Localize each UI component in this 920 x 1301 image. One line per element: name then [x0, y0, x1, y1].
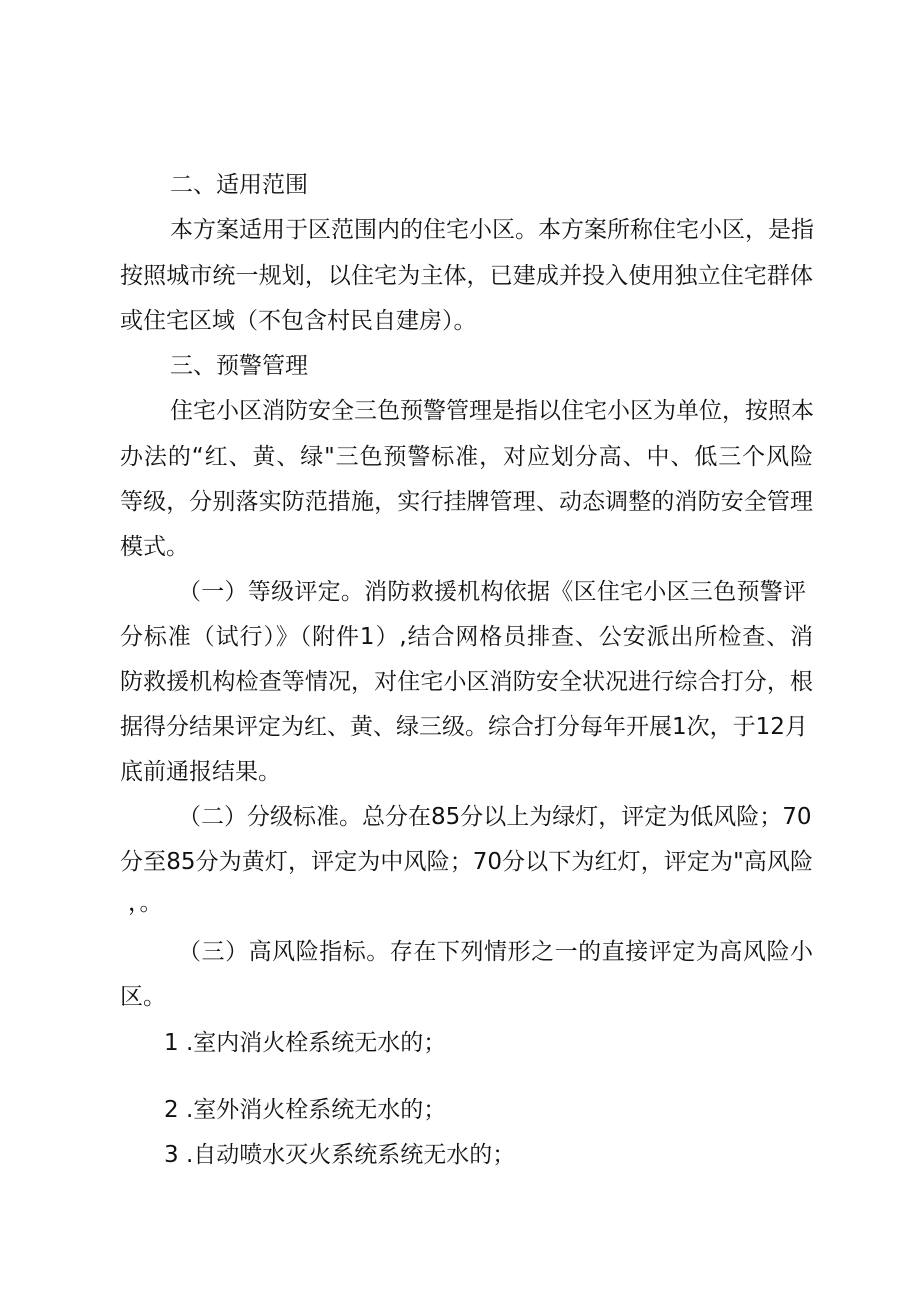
item-rating-line: 底前通报结果。	[120, 759, 281, 785]
section-heading-warning: 三、预警管理	[170, 353, 308, 379]
list-item: 2 .室外消火栓系统无水的；	[164, 1097, 447, 1123]
paragraph-line: 或住宅区域（不包含村民自建房）。	[120, 308, 477, 334]
item-standard-line: 分至85分为黄灯，评定为中风险；70分以下为红灯，评定为"高风险	[120, 849, 813, 875]
item-rating-line: 防救援机构检查等情况，对住宅小区消防安全状况进行综合打分，根	[120, 669, 813, 695]
paragraph-line: 按照城市统一规划，以住宅为主体，已建成并投入使用独立住宅群体	[120, 263, 813, 289]
paragraph-line: 本方案适用于区范围内的住宅小区。本方案所称住宅小区，是指	[170, 217, 814, 243]
section-heading-scope: 二、适用范围	[170, 172, 308, 198]
list-item: 1 .室内消火栓系统无水的；	[164, 1030, 447, 1056]
item-standard-line: ，。	[128, 890, 163, 916]
paragraph-line: 住宅小区消防安全三色预警管理是指以住宅小区为单位，按照本	[170, 398, 814, 424]
list-item: 3 .自动喷水灭火系统系统无水的；	[164, 1142, 516, 1168]
item-high-risk-line: 区。	[120, 984, 166, 1010]
item-rating-line: 据得分结果评定为红、黄、绿三级。综合打分每年开展1次，于12月	[120, 714, 808, 740]
item-rating-line: （一）等级评定。消防救援机构依据《区住宅小区三色预警评	[178, 579, 806, 605]
paragraph-line: 办法的“红、黄、绿"三色预警标准，对应划分高、中、低三个风险	[120, 444, 813, 470]
item-standard-line: （二）分级标准。总分在85分以上为绿灯，评定为低风险；70	[178, 804, 812, 830]
paragraph-line: 模式。	[120, 534, 189, 560]
paragraph-line: 等级，分别落实防范措施，实行挂牌管理、动态调整的消防安全管理	[120, 489, 813, 515]
item-high-risk-line: （三）高风险指标。存在下列情形之一的直接评定为高风险小	[178, 939, 813, 965]
item-rating-line: 分标准（试行）》（附件1）,结合网格员排查、公安派出所检查、消	[120, 624, 813, 650]
